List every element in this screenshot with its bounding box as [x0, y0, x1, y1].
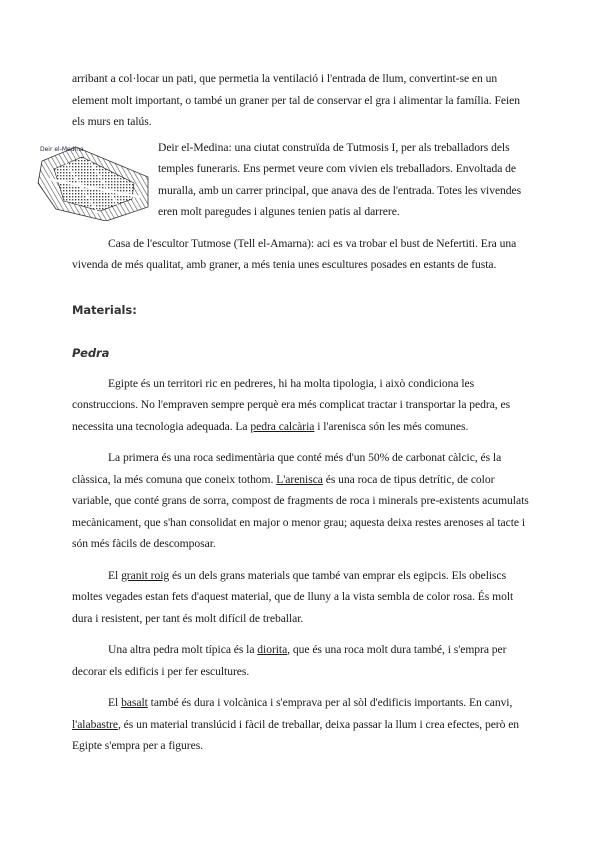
document-page: [40, 68, 532, 757]
deir-el-medina-map-image: [36, 139, 150, 221]
materials-heading: Materials:: [72, 302, 137, 317]
pedra-paragraph-1: Egipte és un territori ric en pedreres, hi ha molta tipologia, i això condiciona les construccions. No l'empraven sempre perquè era més complicat tractar i transportar la pedra, es necessita una tecnologia adequada. La pedra calcària i l'arenisca són les més comunes.: [72, 376, 511, 433]
deir-el-medina-block: [40, 137, 532, 223]
pedra-paragraph-3: El granit roig és un dels grans materials que també van emprar els egipcis. Els obeliscs moltes vegades estan fets d'aquest material, que de lluny a la vista sembla de color rosa. És molt dura i resistent, per tant és molt difícil de treballar.: [72, 568, 514, 625]
alabastre-link[interactable]: l'alabastre: [72, 717, 118, 731]
diorita-link[interactable]: diorita: [257, 643, 288, 656]
arenisca-link[interactable]: L'arenisca: [276, 472, 323, 486]
tutmose-paragraph: Casa de l'escultor Tutmose (Tell el-Amarna): aci es va trobar el bust de Nefertiti. Era una vivenda de més qualitat, amb graner, a més tenia unes escultures posades en estants de fusta.: [72, 236, 517, 271]
deir-el-medina-paragraph: Deir el-Medina: una ciutat construïda de Tutmosis I, per als treballadors dels temples funeraris. Ens permet veure com vivien els treballadors. Envoltada de muralla, amb un carrer principal, que anava des de l'entrada. Totes les vivendes eren molt paregudes i algunes tenien patis al darrere.: [158, 140, 522, 218]
pedra-calcaria-link[interactable]: pedra calcària: [250, 419, 315, 433]
pedra-paragraph-5: El basalt també és dura i volcànica i s'emprava per al sòl d'edificis importants. En canvi, l'alabastre, és un material translúcid i fàcil de treballar, deixa passar la llum i crea efectes, però en Egipte s'empra per a figures.: [72, 696, 520, 752]
intro-paragraph: arribant a col·locar un pati, que permetia la ventilació i l'entrada de llum, convertint-se en un element molt important, o també un graner per tal de conservar el gra i alimentar la família. Feien els murs en talús.: [72, 72, 520, 128]
pedra-heading: Pedra: [72, 346, 110, 360]
granit-roig-link[interactable]: granit roig: [121, 568, 170, 582]
figure-caption-label: Deir el-Medina: [40, 145, 84, 153]
pedra-paragraph-4: Una altra pedra molt típica és la diorita, que és una roca molt dura també, i s'empra per decorar els edificis i per fer escultures.: [72, 643, 507, 678]
pedra-paragraph-2: La primera és una roca sedimentària que conté més d'un 50% de carbonat càlcic, és la clàssica, la més comuna que coneix tothom. L'arenisca és una roca de tipus detrític, de color variable, que conté grans de sorra, compost de fragments de roca i minerals pre-existents acumulats mecànicament, que s'han consolidat en major o menor grau; aquesta deixa restes arenoses al tacte i són més fàcils de descomposar.: [72, 451, 529, 550]
basalt-link[interactable]: basalt: [121, 696, 148, 709]
